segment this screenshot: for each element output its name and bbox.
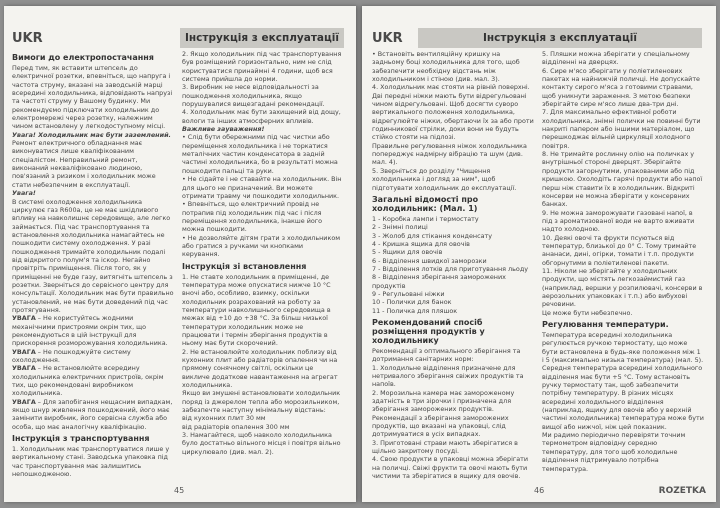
paragraph: 4. Свою продукти в упаковці можна зберігати на поличці. Свіжі фрукти та овочі мають бути чистими та зберігатися в ящику для овочів. — [372, 455, 529, 481]
paragraph: 9 - Регульовані ніжки — [372, 289, 445, 298]
paragraph: 3. Виробник не несе відповідальності за пошкодження холодильника, якщо порушувалися вищезгадані рекомендації. — [182, 83, 325, 109]
paragraph: 8 - Відділення зберігання заморожених продуктів — [372, 273, 506, 290]
paragraph: Ремонт електричного обладнання має виконуватися лише кваліфікованим спеціалістом. Неправильний ремонт, виконаний некваліфіковано людиною, пов'язаний з ризиком і холодильник може стати небезпечним в експлуатації. — [12, 139, 156, 189]
paragraph: 1. Холодильник має транспортуватися лише у вертикальному стані. Заводська упаковка під час транспортування має залишитись непошкодженою. — [12, 445, 170, 479]
section-heading: Інструкція з транспортування — [12, 434, 150, 444]
paragraph: від радіаторів опалення 300 мм — [182, 422, 290, 431]
right-page — [362, 6, 716, 502]
paragraph: 1. Холодильне відділення призначене для нетривалого зберігання свіжих продуктів та напоїв. — [372, 363, 524, 389]
page-number: 45 — [174, 486, 185, 495]
warning-paragraph — [12, 348, 174, 365]
paragraph: 11 - Поличка для пляшок — [372, 306, 458, 315]
paragraph: Це може бути небезпечно. — [542, 308, 633, 317]
left-column-1 — [12, 50, 174, 479]
paragraph: Правильне регулювання ніжок холодильника попереджує надмірну вібрацію та шум (див. мал. 4). — [372, 141, 527, 167]
paragraph: 2. Морозильна камера має замороженому здатність в три зірочки і призначена для зберігання заморожених продуктів. Рекомендації з зберігання заморожених продуктів, що вказані на упаковці, слід дотримуватися в усіх випадках. — [372, 388, 515, 439]
paragraph: 7 - Відділення лотків для приготування льоду — [372, 264, 529, 273]
paragraph: • Не сідайте і не ставайте на холодильник. Він для цього не призначений. Ви можете отримати травму чи пошкодити холодильник. — [182, 175, 342, 200]
warning-label: УВАГА — [12, 364, 36, 373]
warning-label: УВАГА — [12, 314, 36, 323]
paragraph: 5. Пляшки можна зберігати у спеціальному відділенні на дверцях. — [542, 50, 690, 67]
paragraph: Якщо ви змушені встановлювати холодильник поряд із джерелом тепла або морозильником, забезпечте наступну мінімальну відстань: — [182, 389, 341, 415]
section-heading: Загальні відомості про холодильник: (Мал. 1) — [372, 194, 479, 213]
paragraph: • Не дозволяйте дітям грати з холодильником або гратися з ручками чи кнопками керування. — [182, 233, 341, 259]
warning-label: УВАГА — [12, 397, 36, 406]
right-column-2 — [542, 50, 704, 473]
warning-paragraph — [12, 314, 174, 347]
paragraph: 9. Не можна заморожувати газовані напої, в під з ароматизованої води не варто вживати надто холодною. — [542, 208, 695, 234]
paragraph: Температура всередині холодильника регулюється ручкою термостату, що може бути встановлена в будь-яке положення між 1 і 5 (максимально низька температура) (мал. 5). — [542, 331, 704, 365]
section-header: Інструкція з експлуатації — [418, 28, 702, 48]
warning-paragraph — [12, 364, 174, 397]
paragraph: 4 - Кришка ящика для овочів — [372, 239, 470, 248]
warning-paragraph — [12, 398, 174, 431]
paragraph: 2. Не встановлюйте холодильник поблизу від кухонних плит або радіаторів опалення чи на прямому сонячному світлі, оскільки це викличе додаткове навантаження на агрегат холодильника. — [182, 347, 338, 390]
paragraph: 11. Ніколи не зберігайте у холодильних продукти, що містять легкозаймистий газ (наприклад, вершки у розпилювачі, консерви в аерозольних упаковках і т.п.) або вибухові речовини. — [542, 266, 703, 309]
paragraph: 3. Приготовані страви мають зберігатися в щільно закритому посуді. — [372, 438, 518, 456]
emphasis-paragraph: Увага! Холодильник має бути заземлений. — [12, 130, 171, 139]
section-header: Інструкція з експлуатації — [180, 28, 344, 48]
paragraph: Рекомендації з оптимального зберігання та дотримання санітарних норм: — [372, 346, 521, 364]
rozetka-watermark: ROZETKA — [658, 486, 706, 496]
paragraph: від кухонних плит 30 мм — [182, 414, 266, 423]
section-heading: Вимоги до електропостачання — [12, 53, 154, 62]
warning-label: УВАГА — [12, 347, 36, 356]
left-page — [4, 6, 356, 502]
page-number: 46 — [534, 486, 545, 495]
paragraph: 5. Зверніться до розділу "Чищення холодильника і догляд за ним", щоб підготувати холодильник до експлуатації. — [372, 166, 517, 192]
paragraph: 8. Не тримайте рослинну олію на поличках у внутрішньої стороні дверцят. Зберігайте продукти загорнутими, упакованими або під кришкою. Охолодіть гарячі продукти або напої перш ніж ставити їх в холодильник. Відкриті консерви не можна зберігати у консервних банках. — [542, 150, 703, 209]
paragraph: Перед тим, як вставити штепсель до електричної розетки, впевніться, що напруга і частота струму, вказані на заводській марці всередині холодильника, відповідають напрузі та частоті струму у Вашому будинку. Ми рекомендуємо підключати холодильник до електромережі через розетку, належним чином встановлену у легкодоступному місці. — [12, 64, 173, 131]
left-column-2 — [182, 50, 342, 456]
paragraph: 4. Холодильник має стояти на рівній поверхні. Дві передні ніжки мають бути відрегульовані чином відрегульовані. Щоб досягти суворо вертикального положення холодильника, відрегулюйте ніжки, обертаючи їх за або проти годинникової стрілки, доки вони не будуть стійко стояти на підлозі. — [372, 83, 534, 142]
paragraph: Ми радимо періодично перевіряти точним термометром відповідну середню температуру, для того щоб холодильне відділення підтримувало потрібна температура. — [542, 431, 686, 473]
language-code: UKR — [12, 31, 43, 46]
paragraph: 1. Не ставте холодильник в приміщенні, де температура може опускатися нижче 10 °C вночі або, особливо, взимку, оскільки холодильник розрахований на роботу за температури навколишнього середовища в межах від +10 до +38 °C. За більш низької температури холодильник може не працювати і термін зберігання продуктів в ньому має бути скорочений. — [182, 272, 331, 348]
paragraph: В системі охолодження холодильника циркулює газ R600a, це не має шкідливого впливу на навколишнє середовище, але легко займається. Під час транспортування та встановлення холодильника намагайтесь не пошкодити систему охолодження. У разі пошкодження тримайте холодильник подалі від відкритого полум'я та іскор. Негайно провітріть приміщення. Після того, як у приміщенні не буде газу, витягніть штепсель з розетки. Зверніться до сервісного центру для консультації. Холодильник має бути правильно установлений, не має бути доведений під час протягування. — [12, 197, 174, 314]
section-heading: Рекомендований спосіб розміщення продуктів у холодильнику — [372, 317, 485, 345]
warning-text: – Для запобігання нещасним випадкам, якщо шнур живлення пошкоджений, його має замінити виробник, його сервісна служба або особа, що має аналогічну кваліфікацію. — [12, 397, 173, 431]
warning-text: – Не встановлюйте всередину холодильника електричних пристроїв, окрім тих, що рекомендовані виробником холодильника. — [12, 364, 164, 398]
paragraph: 3 - Жолоб для стікання конденсату — [372, 231, 493, 240]
warning-text: – Не пошкоджуйте систему охолодження. — [12, 347, 131, 365]
paragraph: 10 - Полички для банок — [372, 298, 452, 307]
paragraph: • Встановіть вентиляційну кришку на задньому боці холодильника для того, щоб забезпечити необхідну відстань між холодильником і стіною (див. мал. 3). — [372, 50, 520, 84]
paragraph: 7. Для максимально ефективної роботи холодильника, знімні полички не повинні бути накриті папером або іншими матеріалом, що перешкоджає вільній циркуляції холодного повітря. — [542, 108, 701, 150]
paragraph: 2. Якщо холодильник під час транспортування був розміщений горизонтально, ним не слід користуватися принаймні 4 години, щоб вся система прийшла до норми. — [182, 50, 342, 84]
paragraph: 6 - Відділення швидкої заморозки — [372, 256, 487, 265]
paragraph: 10. Деякі овочі та фрукти псуються від температур, близької до 0° C. Тому тримайте ананаси, дині, огірки, томати і т.п. продукти обгорнутими в поліетиленові пакети. — [542, 233, 697, 267]
paragraph: • Впевніться, що електричний провід не потрапив під холодильник під час і після переміщення холодильника, інакше його можна пошкодити. — [182, 200, 323, 234]
paragraph: Середня температура всередині холодильного відділення має бути +5 °C. Тому встановіть ручку термостату так, щоб забезпечити потрібну температуру. В різних місцях всередині холодильного відділення (наприклад, ящику для овочів або у верхній частині холодильника) температура може бути вищої або нижчої, ніж цей показник. — [542, 364, 704, 431]
emphasis-paragraph: Важливе зауваження! — [182, 125, 265, 134]
section-heading: Інструкція зі встановлення — [182, 261, 307, 271]
emphasis-paragraph: Увага! — [12, 189, 36, 198]
paragraph: 5 - Ящики для овочів — [372, 248, 443, 257]
paragraph: 3. Намагайтеся, щоб навколо холодильника було достатньо вільного місця і повітря вільно циркулювало (див. мал. 2). — [182, 431, 341, 456]
paragraph: 2 - Знімні полиці — [372, 223, 428, 232]
paragraph: 1 - Коробка лампи і термостату — [372, 214, 479, 223]
section-heading: Регулювання температури. — [542, 320, 669, 329]
right-column-1 — [372, 50, 534, 480]
warning-text: – Не користуйтесь жодними механічними пристроями окрім тих, що рекомендуються в цій інструкції для прискорення розморожування холодильника. — [12, 314, 168, 348]
paragraph: 6. Сире м'ясо зберігати у поліетиленових пакетах на найнижчій поличці. Не допускайте контакту сирого м'яса з готовими стравами, щоб уникнути зараження. З метою безпеки зберігайте сире м'ясо лише два-три дні. — [542, 66, 700, 109]
language-code: UKR — [372, 31, 403, 46]
paragraph: 4. Холодильник має бути захищений від дощу, вологи та інших атмосферних впливів. — [182, 108, 341, 125]
paragraph: • Слід бути обережними під час чистки або переміщення холодильника і не торкатися металічних частин конденсатора в задній частині холодильника, бо в результаті можна пошкодити пальці та руки. — [182, 133, 338, 175]
